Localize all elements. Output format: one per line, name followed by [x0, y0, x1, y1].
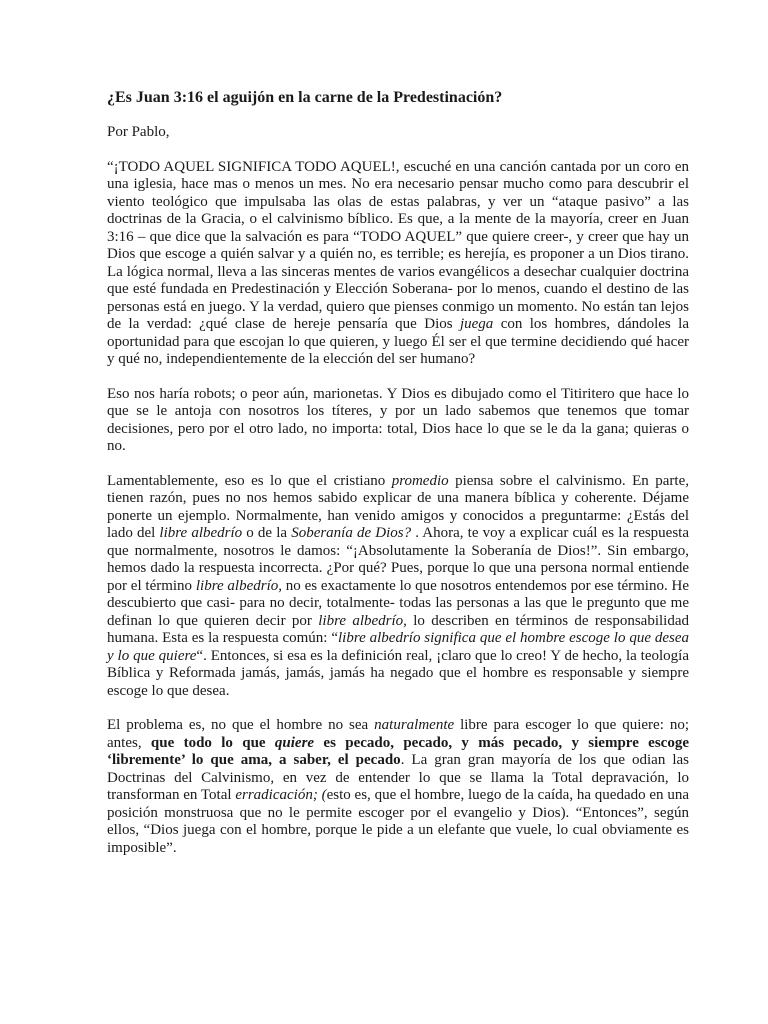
p4-text-4: esto es, que el hombre, luego de la caída, ha quedado en una posición monstruosa que no le permite escoger por el evangelio y Dios). “Entonces”, según ellos, “Dios juega con el hombre, porque le pide a un elefante que vuele, lo cual obviamente es imposible”.	[107, 787, 690, 856]
p4-text-1: El problema es, no que el hombre no sea	[107, 717, 375, 733]
p3-italic-promedio: promedio	[391, 472, 449, 489]
p1-text-2: con los hombres, dándoles la oportunidad para que escojan lo que quieren, y luego Él ser el que termine decidiendo qué hacer y qué no, independientemente de la elección del ser humano?	[107, 316, 689, 367]
p3-text-7: “. Entonces, si esa es la definición real, ¡claro que lo creo! Y de hecho, la teología Bíblica y Reformada jamás, jamás, jamás ha negado que el hombre es responsable y siempre escoge lo que desea.	[107, 647, 689, 699]
paragraph-4	[107, 717, 689, 857]
p4-bold-1: que todo lo que	[150, 734, 275, 751]
p1-italic-juega: juega	[459, 316, 494, 332]
p4-bold-italic-quiere	[275, 735, 314, 751]
p4-text-2: libre para escoger lo que quiere: no; antes,	[107, 717, 689, 751]
p4-bold-italic-quiere-text: quiere	[274, 734, 315, 751]
p3-italic-libre-albedrio-2: libre albedrío,	[195, 577, 283, 594]
document-title: ¿Es Juan 3:16 el aguijón en la carne de la Predestinación?	[107, 89, 503, 106]
paragraph-1	[107, 159, 689, 369]
p3-text-1: Lamentablemente, eso es lo que el cristiano	[107, 472, 392, 489]
p4-italic-naturalmente: naturalmente	[374, 717, 455, 733]
author-line: Por Pablo,	[107, 124, 170, 140]
p4-text-3: . La gran gran mayoría de los que odian las Doctrinas del Calvinismo, en vez de entender lo que se llama la Total depravación, lo transforman en Total	[107, 752, 689, 803]
p3-text-6: lo describen en términos de responsabilidad humana. Esta es la respuesta común: “	[107, 612, 689, 646]
p1-text-1: “¡TODO AQUEL SIGNIFICA TODO AQUEL!, escuché en una canción cantada por un coro en una iglesia, hace mas o menos un mes. No era necesario pensar mucho como para descubrir el viento teológico que impulsaba las olas de estas palabras, y ver un “ataque pasivo” a las doctrinas de la Gracia, o el calvinismo bíblico. Es que, a la mente de la mayoría, creer en Juan 3:16 – que dice que la salvación es para “TODO AQUEL” que quiere creer-, y creer que hay un Dios que escoge a quién salvar y a quién no, es terrible; es herejía, es proponer a un Dios tirano. La lógica normal, lleva a las sinceras mentes de varios evangélicos a desechar cualquier doctrina que esté fundada en Predestinación y Elección Soberana- por lo menos, cuando el destino de las personas está en juego. Y la verdad, quiero que pienses conmigo un momento. No están tan lejos de la verdad: ¿qué clase de hereje pensaría que Dios	[107, 158, 689, 332]
document-body	[107, 88, 689, 874]
p3-italic-libre-albedrio-3: libre albedrío,	[318, 612, 407, 629]
p3-text-5: no es exactamente lo que nosotros entendemos por ese término. He descubierto que casi- para no decir, totalmente- todas las personas a las que le pregunto que me definan lo que quieren decir por	[107, 577, 690, 629]
p3-italic-soberania: Soberanía de Dios?	[291, 525, 412, 541]
p3-italic-definition-quote: libre albedrío significa que el hombre escoge lo que desea y lo que quiere	[107, 630, 690, 664]
p3-text-4: . Ahora, te voy a explicar cuál es la respuesta que normalmente, nosotros le damos: “¡Absolutamente la Soberanía de Dios!”. Sin embargo, hemos dado la respuesta incorrecta. ¿Por qué? Pues, porque lo que una persona normal entiende por el término	[107, 525, 690, 594]
p4-italic-erradicacion: erradicación; (	[235, 787, 327, 803]
paragraph-2: Eso nos haría robots; o peor aún, marionetas. Y Dios es dibujado como el Titiritero que hace lo que se le antoja con nosotros los títeres, y por un lado sabemos que tenemos que tomar decisiones, pero por el otro lado, no importa: total, Dios hace lo que se le da la gana; quieras o no.	[107, 385, 689, 454]
p3-text-3: o de la	[242, 525, 292, 541]
paragraph-3	[107, 473, 689, 701]
p3-italic-libre-albedrio-1: libre albedrío	[159, 525, 243, 541]
p4-bold-2: es pecado, pecado, y más pecado, y siempre escoge ‘libremente’ lo que ama, a saber, el pecado	[107, 734, 689, 768]
p3-text-2: piensa sobre el calvinismo. En parte, tienen razón, pues no nos hemos sabido explicar de una manera bíblica y coherente. Déjame ponerte un ejemplo. Normalmente, han venido amigos y conocidos a preguntarme: ¿Estás del lado del	[107, 472, 689, 541]
